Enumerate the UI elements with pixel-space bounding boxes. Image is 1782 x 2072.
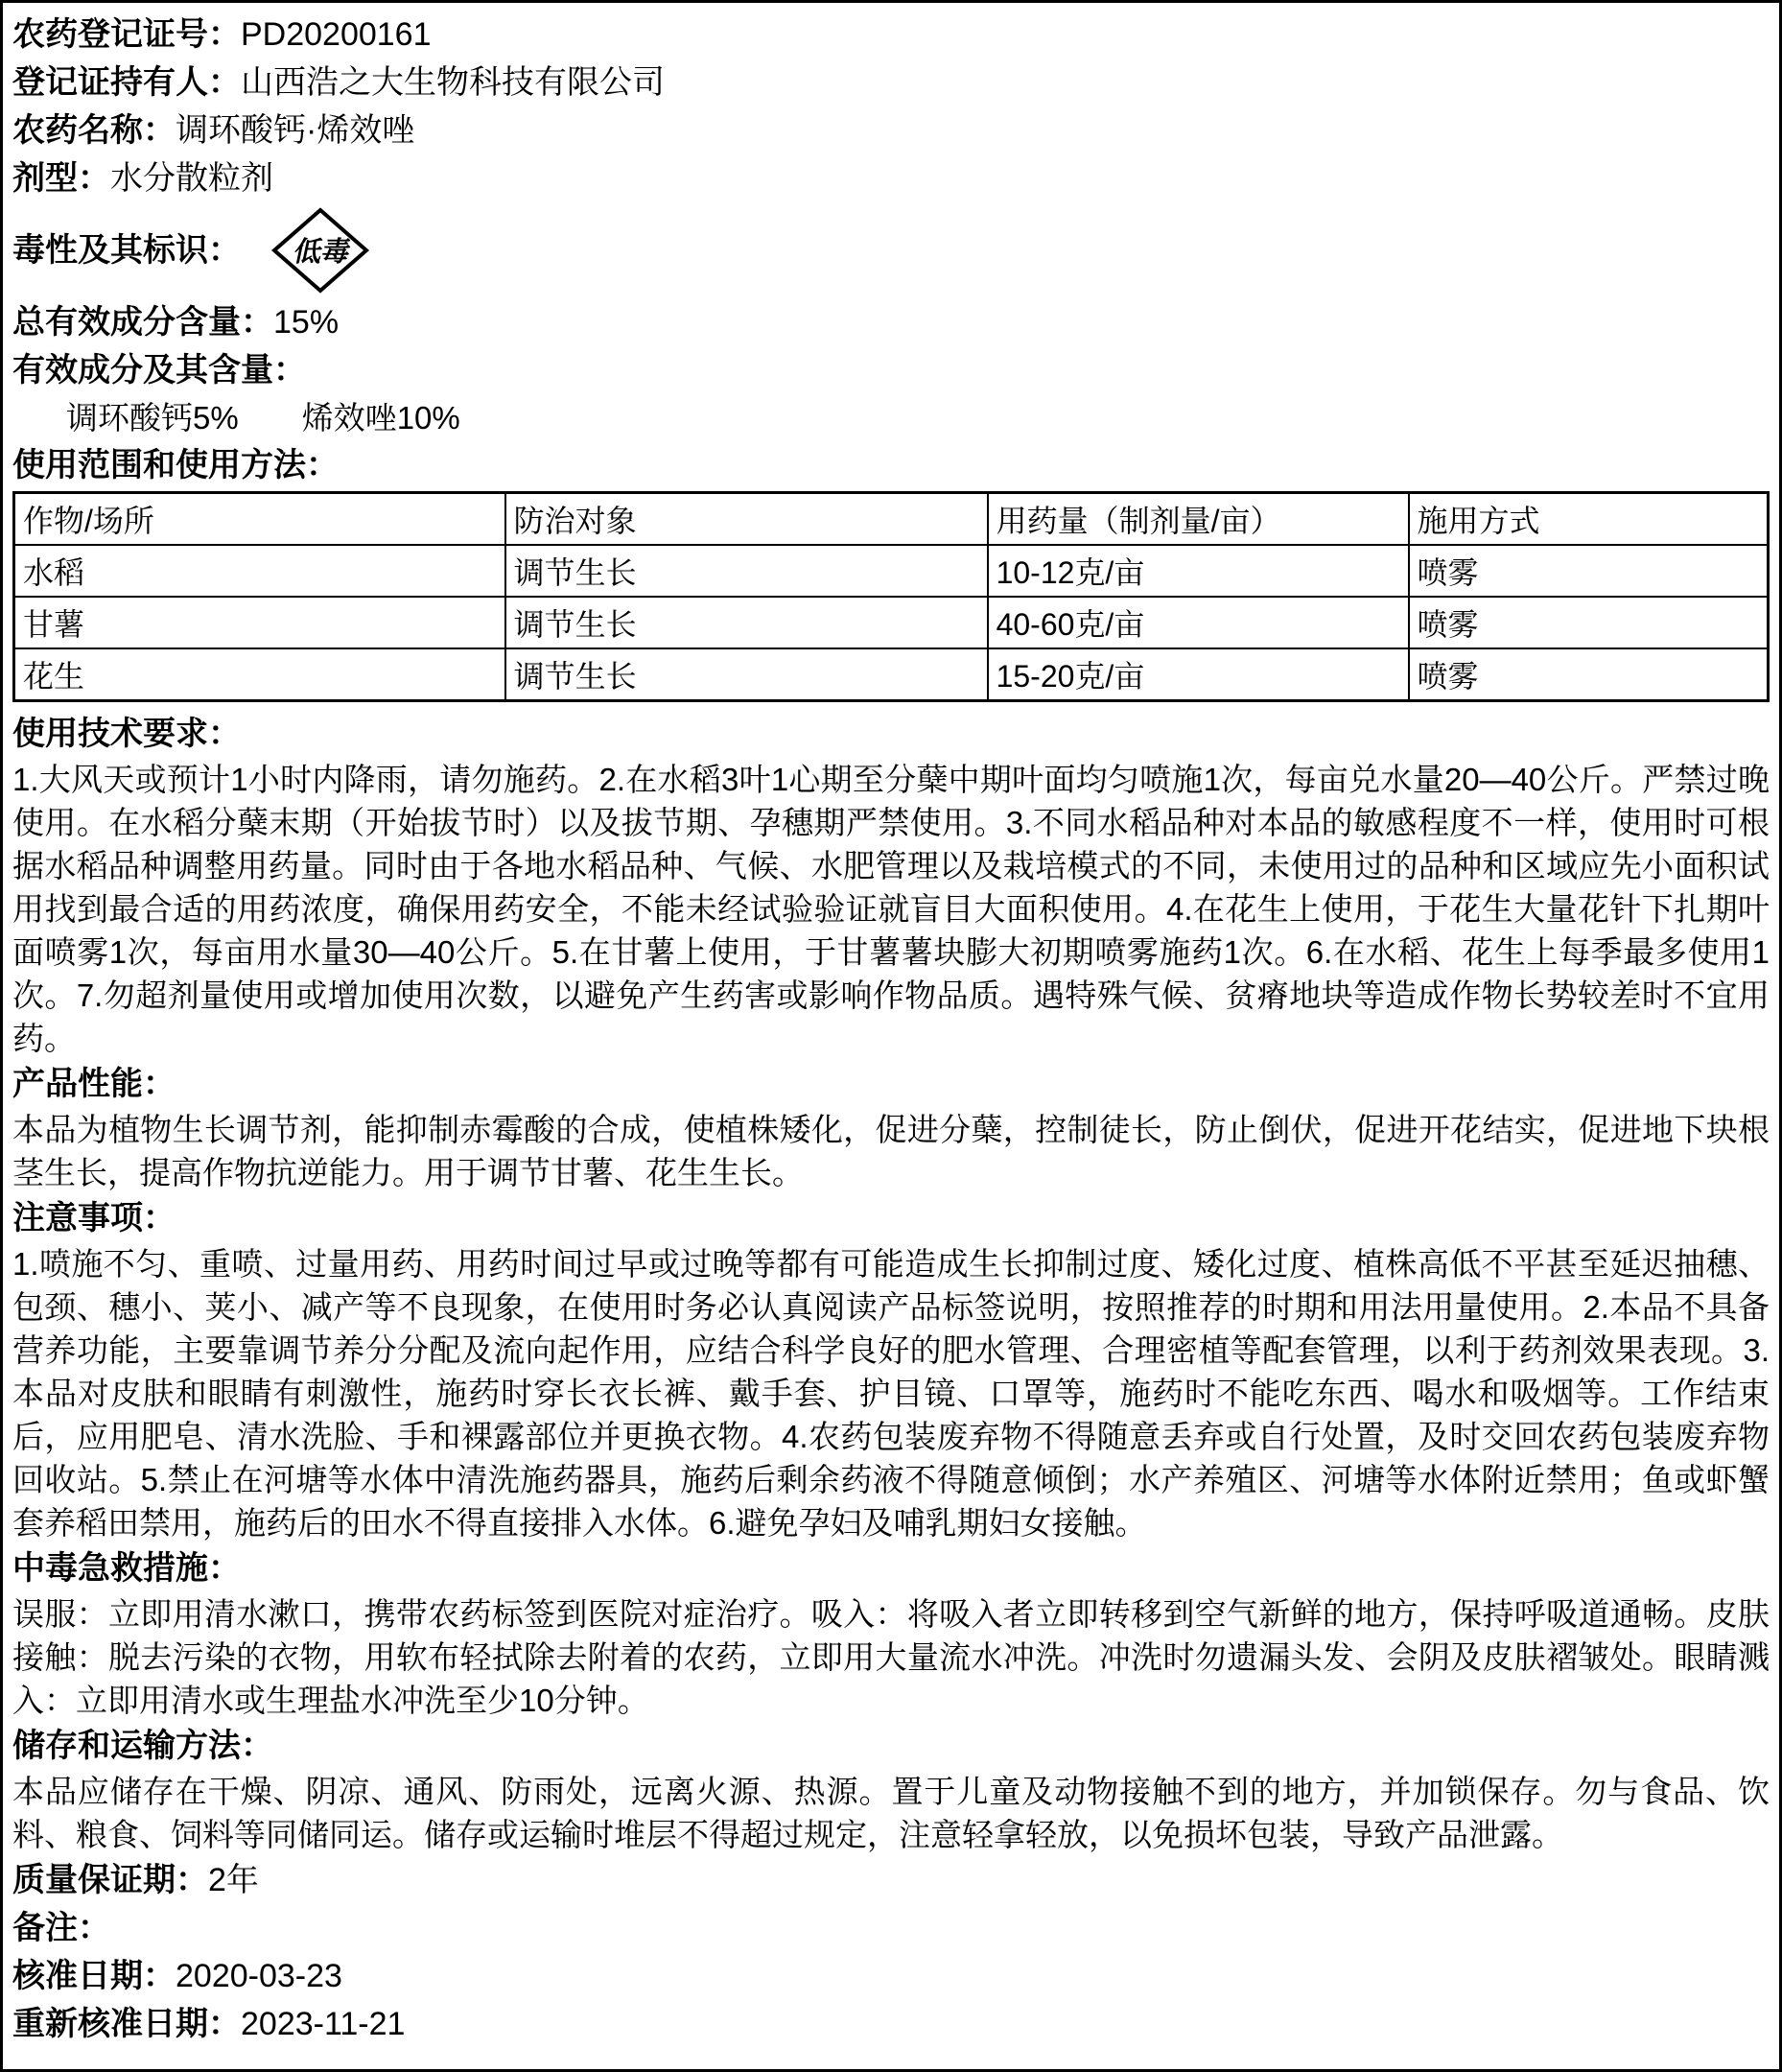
table-row (14, 648, 1769, 701)
field-label: 农药登记证号： (12, 16, 241, 53)
field-label: 备注： (12, 1910, 110, 1946)
field-total-active-content (12, 298, 1770, 346)
cell-dosage: 15-20克/亩 (988, 648, 1409, 701)
section-title-precautions: 注意事项： (12, 1200, 176, 1236)
section-body-first-aid: 误服：立即用清水漱口，携带农药标签到医院对症治疗。吸入：将吸入者立即转移到空气新鲜的地方，保持呼吸道通畅。皮肤接触：脱去污染的衣物，用软布轻拭除去附着的农药，立即用大量流水冲洗。冲洗时勿遗漏头发、会阴及皮肤褶皱处。眼睛溅入：立即用清水或生理盐水冲洗至少10分钟。 (12, 1596, 1770, 1718)
field-value: 2年 (208, 1862, 259, 1898)
table-header-row (14, 493, 1769, 546)
field-certificate-holder (12, 59, 1770, 106)
field-value: 调环酸钙·烯效唑 (176, 112, 415, 149)
field-label: 农药名称： (12, 112, 176, 149)
field-approval-date (12, 1952, 1770, 2000)
field-value: PD20200161 (241, 16, 432, 53)
cell-method: 喷雾 (1409, 597, 1769, 648)
usage-table-title: 使用范围和使用方法： (12, 447, 339, 483)
field-quality-guarantee-period (12, 1856, 1770, 1904)
field-reapproval-date (12, 2000, 1770, 2048)
field-value: 山西浩之大生物科技有限公司 (241, 64, 665, 101)
cell-crop: 甘薯 (14, 597, 505, 648)
cell-target: 调节生长 (505, 648, 988, 701)
field-label: 总有效成分含量： (12, 304, 273, 341)
column-header-crop: 作物/场所 (14, 493, 505, 546)
cell-method: 喷雾 (1409, 545, 1769, 597)
section-title-first-aid: 中毒急救措施： (12, 1550, 241, 1587)
cell-target: 调节生长 (505, 545, 988, 597)
section-body-product-performance: 本品为植物生长调节剂，能抑制赤霉酸的合成，使植株矮化，促进分蘖，控制徒长，防止倒伏，促进开花结实，促进地下块根茎生长，提高作物抗逆能力。用于调节甘薯、花生生长。 (12, 1112, 1770, 1190)
table-row (14, 597, 1769, 648)
field-active-ingredients-heading (12, 346, 1770, 394)
field-remarks (12, 1904, 1770, 1952)
low-toxicity-diamond-icon (270, 205, 371, 295)
section-title-usage-requirements: 使用技术要求： (12, 716, 241, 752)
section-title-storage-transport: 储存和运输方法： (12, 1728, 273, 1764)
field-registration-number (12, 11, 1770, 59)
field-label: 登记证持有人： (12, 64, 241, 101)
field-label: 毒性及其标识： (12, 232, 241, 269)
cell-method: 喷雾 (1409, 648, 1769, 701)
field-toxicity (12, 202, 1770, 298)
section-body-storage-transport: 本品应储存在干燥、阴凉、通风、防雨处，远离火源、热源。置于儿童及动物接触不到的地方，并加锁保存。勿与食品、饮料、粮食、饲料等同储同运。储存或运输时堆层不得超过规定，注意轻拿轻放，以免损坏包装，导致产品泄露。 (12, 1774, 1770, 1852)
section-title-product-performance: 产品性能： (12, 1066, 176, 1102)
cell-dosage: 10-12克/亩 (988, 545, 1409, 597)
section-body-usage-requirements: 1.大风天或预计1小时内降雨，请勿施药。2.在水稻3叶1心期至分蘖中期叶面均匀喷施1次，每亩兑水量20—40公斤。严禁过晚使用。在水稻分蘖末期（开始拔节时）以及拔节期、孕穗期严禁使用。3.不同水稻品种对本品的敏感程度不一样，使用时可根据水稻品种调整用药量。同时由于各地水稻品种、气候、水肥管理以及栽培模式的不同，未使用过的品种和区域应先小面积试用找到最合适的用药浓度，确保用药安全，不能未经试验验证就盲目大面积使用。4.在花生上使用，于花生大量花针下扎期叶面喷雾1次，每亩用水量30—40公斤。5.在甘薯上使用，于甘薯薯块膨大初期喷雾施药1次。6.在水稻、花生上每季最多使用1次。7.勿超剂量使用或增加使用次数，以避免产生药害或影响作物品质。遇特殊气候、贫瘠地块等造成作物长势较差时不宜用药。 (12, 762, 1770, 1056)
cell-target: 调节生长 (505, 597, 988, 648)
field-value: 2023-11-21 (241, 2006, 406, 2042)
cell-crop: 水稻 (14, 545, 505, 597)
column-header-method: 施用方式 (1409, 493, 1769, 546)
field-label: 质量保证期： (12, 1862, 208, 1898)
field-value: 水分散粒剂 (110, 160, 273, 197)
cell-crop: 花生 (14, 648, 505, 701)
usage-table (12, 491, 1770, 702)
field-label: 核准日期： (12, 1958, 176, 1994)
field-value: 2020-03-23 (176, 1958, 342, 1994)
column-header-target: 防治对象 (505, 493, 988, 546)
active-ingredients-values: 调环酸钙5% 烯效唑10% (66, 400, 460, 436)
field-label: 剂型： (12, 160, 110, 197)
field-pesticide-name (12, 106, 1770, 154)
field-value: 15% (273, 304, 340, 341)
cell-dosage: 40-60克/亩 (988, 597, 1409, 648)
low-toxicity-mark-text: 低毒 (291, 236, 354, 268)
column-header-dosage: 用药量（制剂量/亩） (988, 493, 1409, 546)
field-label: 重新核准日期： (12, 2006, 241, 2042)
field-formulation (12, 154, 1770, 202)
section-body-precautions: 1.喷施不匀、重喷、过量用药、用药时间过早或过晚等都有可能造成生长抑制过度、矮化过度、植株高低不平甚至延迟抽穗、包颈、穗小、荚小、减产等不良现象，在使用时务必认真阅读产品标签说明，按照推荐的时期和用法用量使用。2.本品不具备营养功能，主要靠调节养分分配及流向起作用，应结合科学良好的肥水管理、合理密植等配套管理，以利于药剂效果表现。3.本品对皮肤和眼睛有刺激性，施药时穿长衣长裤、戴手套、护目镜、口罩等，施药时不能吃东西、喝水和吸烟等。工作结束后，应用肥皂、清水洗脸、手和裸露部位并更换衣物。4.农药包装废弃物不得随意丢弃或自行处置，及时交回农药包装废弃物回收站。5.禁止在河塘等水体中清洗施药器具，施药后剩余药液不得随意倾倒；水产养殖区、河塘等水体附近禁用；鱼或虾蟹套养稻田禁用，施药后的田水不得直接排入水体。6.避免孕妇及哺乳期妇女接触。 (12, 1246, 1770, 1541)
table-row (14, 545, 1769, 597)
field-label: 有效成分及其含量： (12, 352, 306, 388)
